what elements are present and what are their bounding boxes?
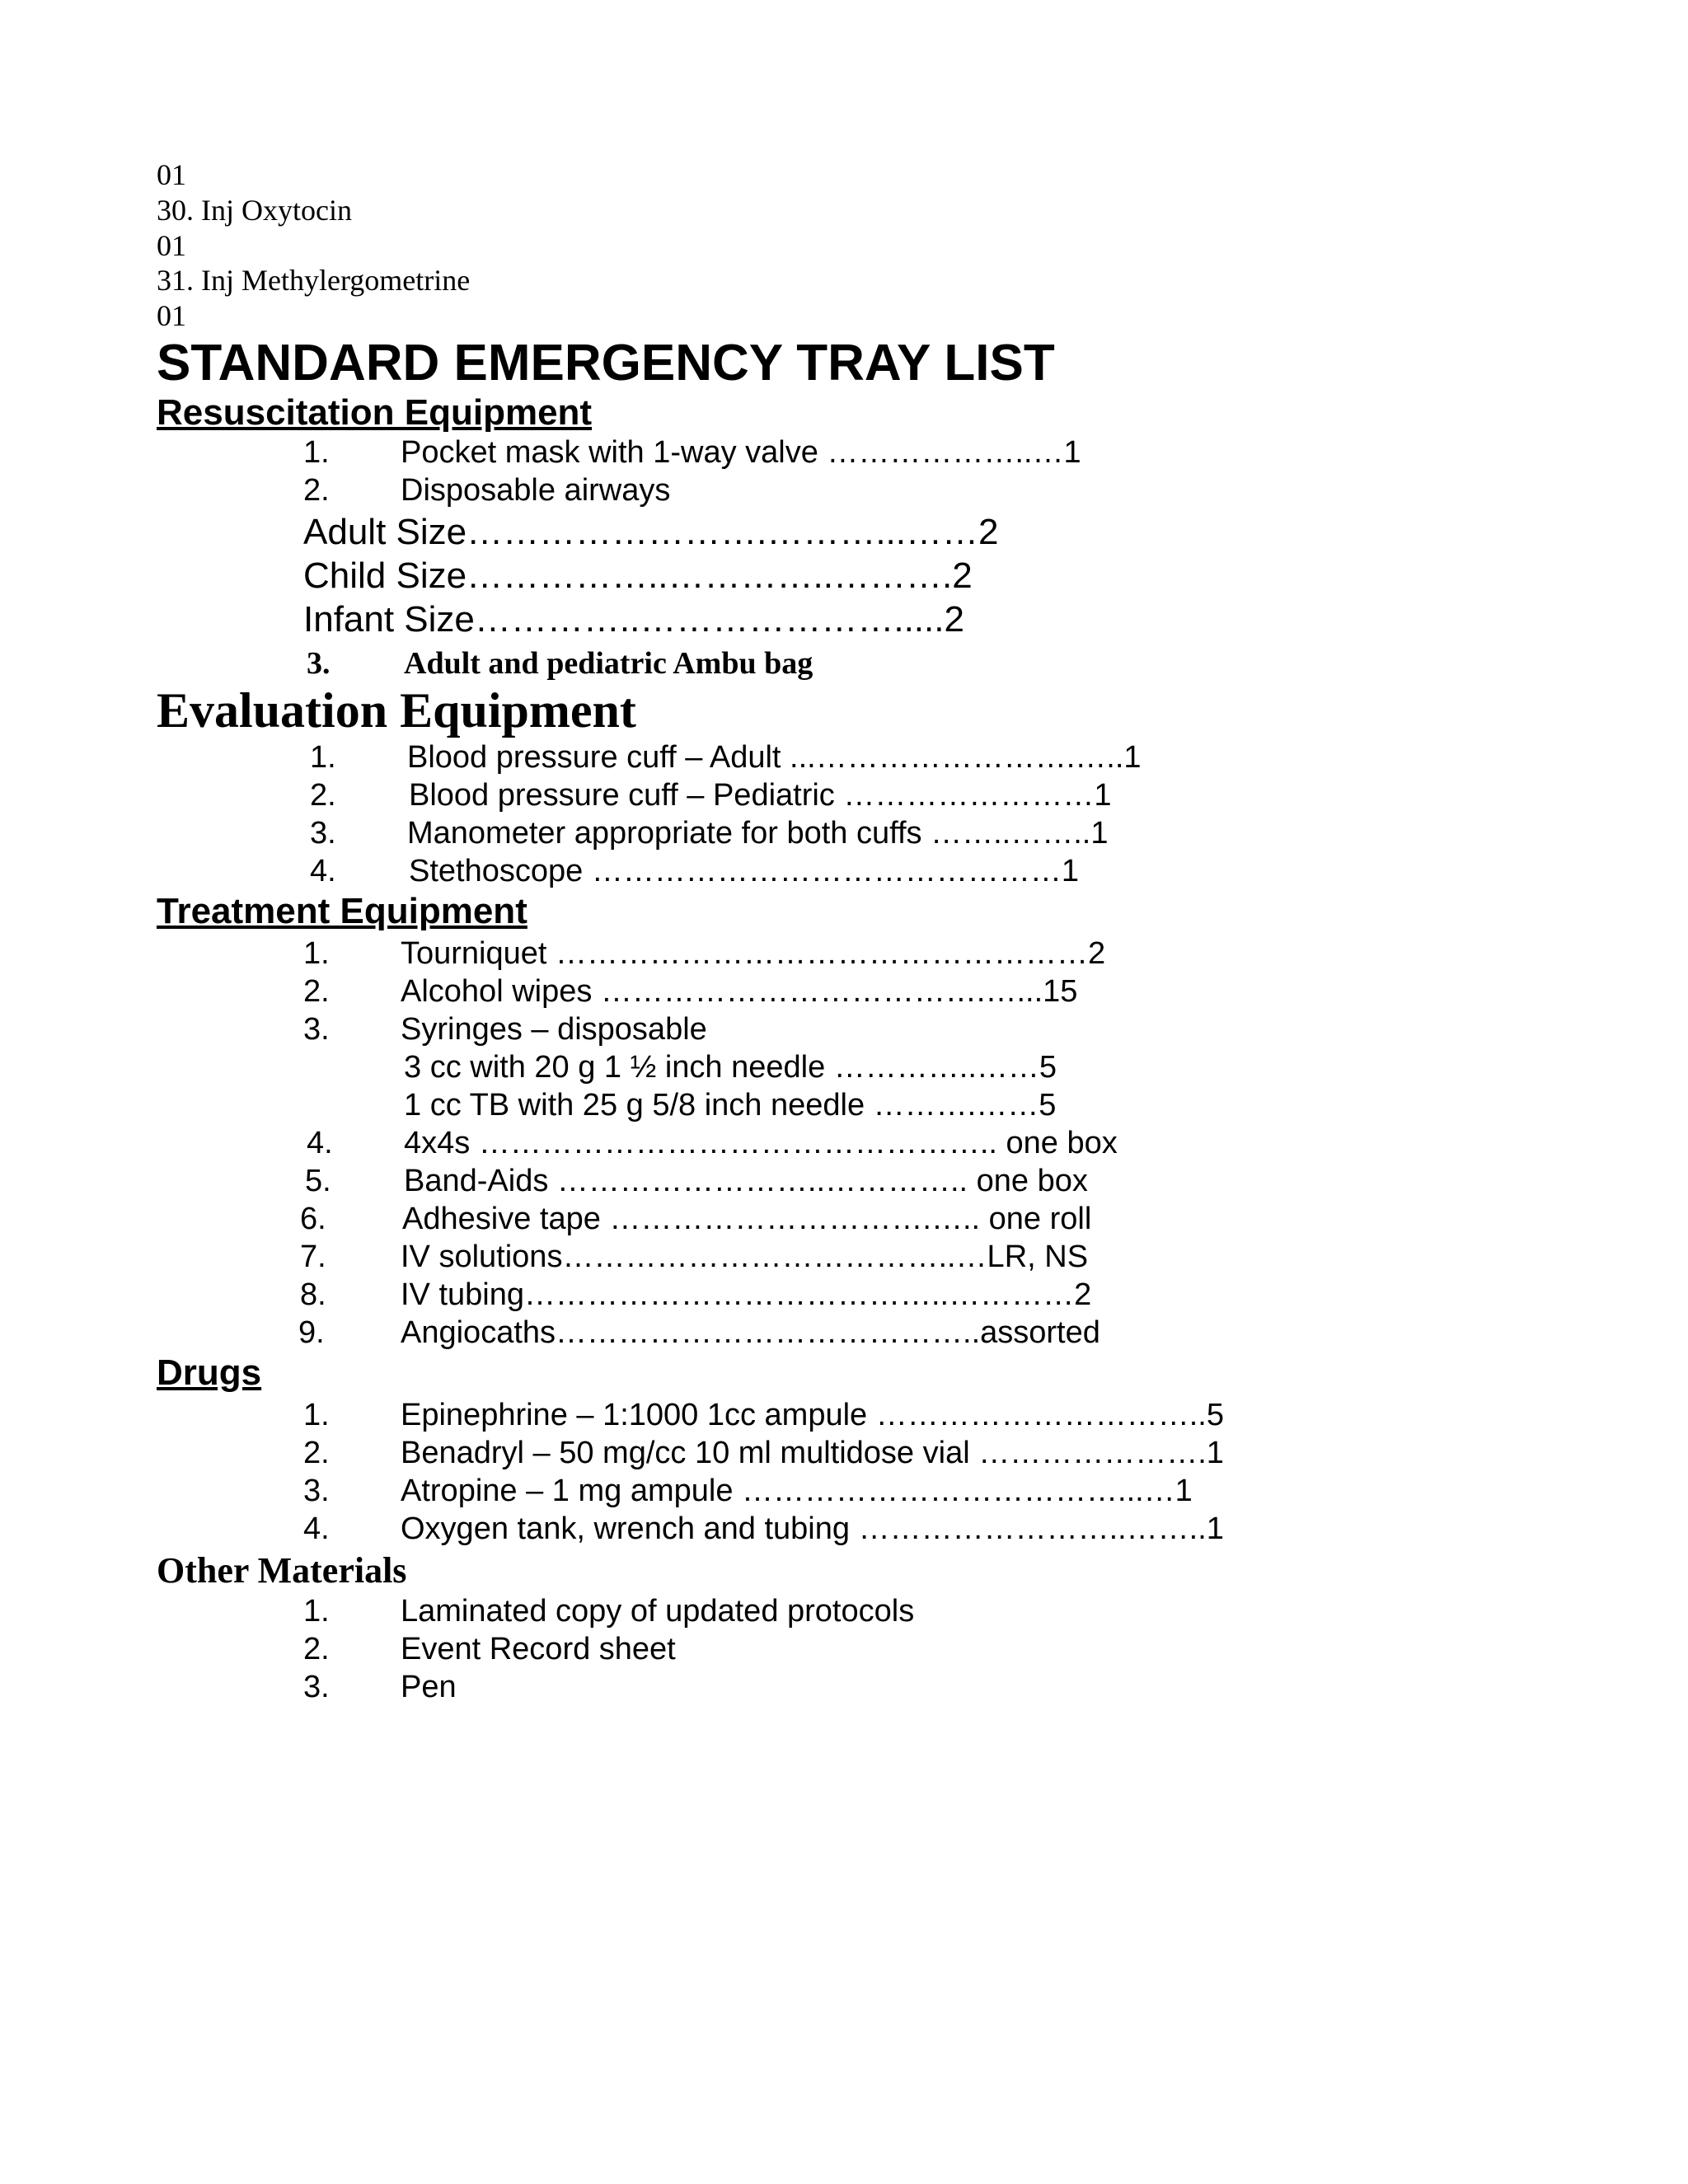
item-text: Event Record sheet [401,1632,676,1666]
item-number: 2. [303,473,330,508]
item-number: 7. [300,1240,326,1274]
item-text: Adult and pediatric Ambu bag [404,646,814,681]
item-text: Epinephrine – 1:1000 1cc ampule …………………………..5 [401,1398,1224,1432]
section-heading-resuscitation: Resuscitation Equipment [157,392,593,433]
preamble-line: 01 [157,299,186,332]
item-number: 3. [303,1012,330,1047]
item-text: Laminated copy of updated protocols [401,1594,915,1629]
item-number: 1. [303,936,330,971]
item-number: 2. [310,778,336,813]
item-text: Atropine – 1 mg ampule ………………………………...…1 [401,1474,1193,1508]
preamble-line: 01 [157,229,186,262]
preamble-line: 01 [157,158,186,191]
airway-size-adult: Adult Size…………………….………...……2 [303,512,999,552]
syringe-subitem: 3 cc with 20 g 1 ½ inch needle …………..……5 [404,1050,1057,1085]
item-text: IV solutions………………………………..…LR, NS [401,1240,1089,1274]
item-text: Manometer appropriate for both cuffs ……..……..1 [407,816,1109,851]
item-number: 3. [303,1474,330,1508]
page-title: STANDARD EMERGENCY TRAY LIST [157,335,1055,391]
item-number: 2. [303,1632,330,1666]
item-text: Benadryl – 50 mg/cc 10 ml multidose vial ………………….1 [401,1436,1224,1470]
item-text: Oxygen tank, wrench and tubing ……………………..……..1 [401,1511,1224,1546]
item-number: 3. [307,646,331,681]
item-text: Blood pressure cuff – Adult ...…………………….…..1 [407,740,1142,775]
item-text: Alcohol wipes ……………………………….…...15 [401,974,1078,1009]
item-number: 2. [303,974,330,1009]
item-number: 1. [310,740,336,775]
syringe-subitem: 1 cc TB with 25 g 5/8 inch needle ……….……5 [404,1088,1057,1122]
item-number: 1. [303,1594,330,1629]
item-text: Adhesive tape ………………………….….. one roll [402,1202,1092,1236]
airway-size-child: Child Size……………..…………..……….2 [303,555,973,596]
section-heading-other: Other Materials [157,1550,407,1591]
item-text: Pen [401,1670,457,1704]
item-number: 6. [300,1202,326,1236]
airway-size-infant: Infant Size…………..………………….....2 [303,599,964,640]
section-heading-drugs: Drugs [157,1352,262,1393]
preamble-line: 31. Inj Methylergometrine [157,264,471,297]
item-text: Syringes – disposable [401,1012,707,1047]
item-number: 3. [310,816,336,851]
item-text: IV tubing…………………………………..…………2 [401,1277,1092,1312]
item-number: 5. [305,1164,331,1198]
item-number: 4. [307,1126,333,1160]
item-number: 4. [303,1511,330,1546]
section-heading-treatment: Treatment Equipment [157,891,528,931]
item-text: Blood pressure cuff – Pediatric ……………………1 [409,778,1112,813]
item-number: 9. [298,1315,325,1350]
section-heading-evaluation: Evaluation Equipment [157,683,636,738]
item-text: Pocket mask with 1-way valve ………………..…1 [401,435,1081,470]
item-text: 4x4s ………………………………………….. one box [404,1126,1118,1160]
item-number: 1. [303,1398,330,1432]
item-text: Disposable airways [401,473,671,508]
item-number: 3. [303,1670,330,1704]
item-text: Angiocaths…………………………………..assorted [401,1315,1100,1350]
item-text: Tourniquet ……………………………………………2 [401,936,1106,971]
item-number: 4. [310,854,336,888]
item-text: Band-Aids ……………………..………….. one box [404,1164,1088,1198]
item-number: 2. [303,1436,330,1470]
item-text: Stethoscope ………………………………………1 [409,854,1079,888]
item-number: 1. [303,435,330,470]
preamble-line: 30. Inj Oxytocin [157,194,352,227]
item-number: 8. [300,1277,326,1312]
